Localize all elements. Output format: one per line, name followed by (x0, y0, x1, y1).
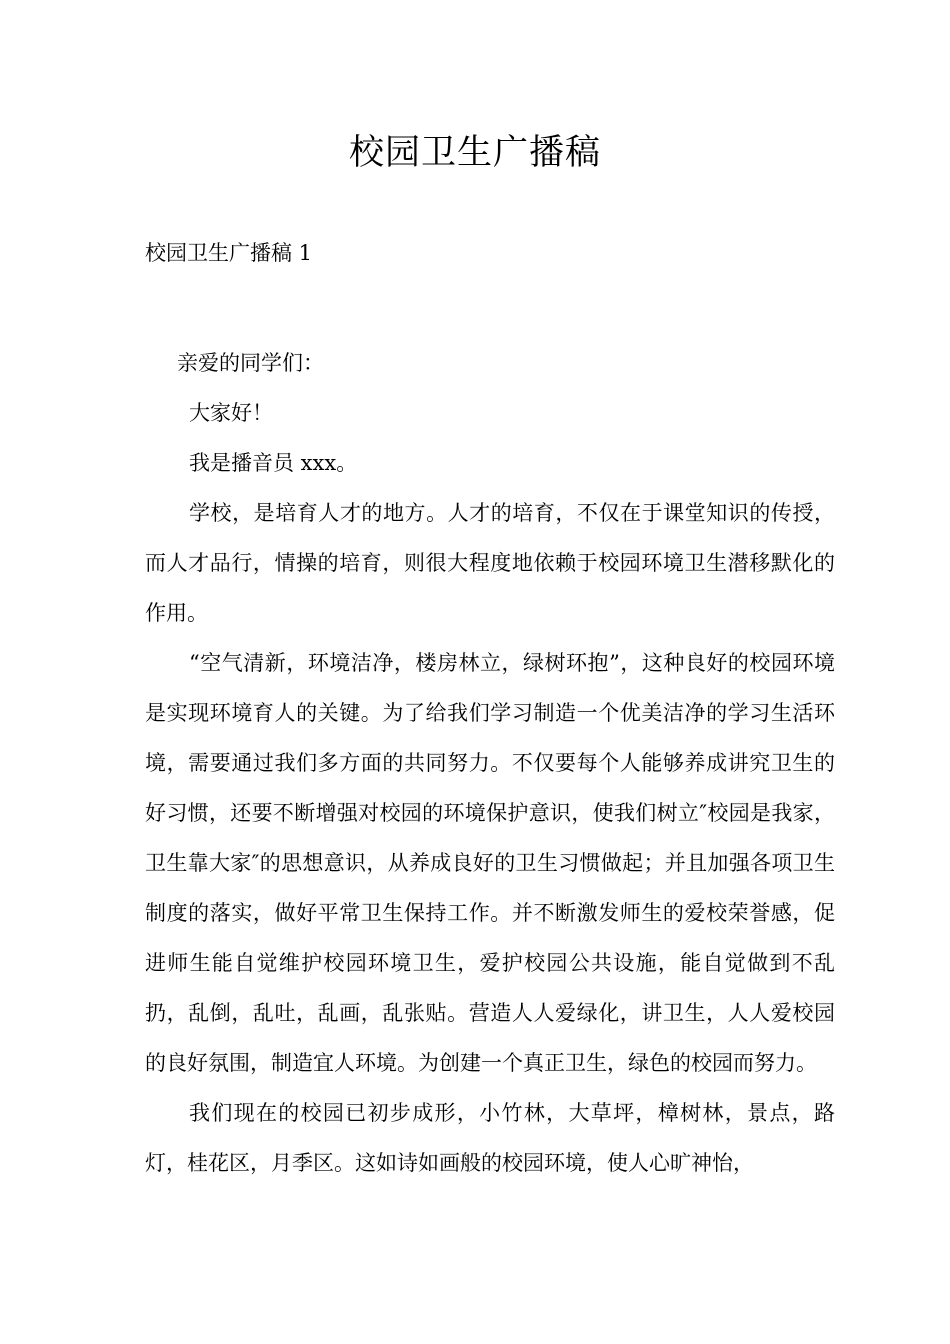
document-body (145, 338, 835, 1188)
document-title: 校园卫生广播稿 (348, 133, 601, 173)
paragraph-environment: “空气清新，环境洁净，楼房林立，绿树环抱”，这种良好的校园环境是实现环境育人的关键。为了给我们学习制造一个优美洁净的学习生活环境，需要通过我们多方面的共同努力。不仅要每个人能够养成讲究卫生的好习惯，还要不断增强对校园的环境保护意识，使我们树立″校园是我家，卫生靠大家″的思想意识，从养成良好的卫生习惯做起；并且加强各项卫生制度的落实，做好平常卫生保持工作。并不断激发师生的爱校荣誉感，促进师生能自觉维护校园环境卫生，爱护校园公共设施，能自觉做到不乱扔，乱倒，乱吐，乱画，乱张贴。营造人人爱绿化，讲卫生，人人爱校园的良好氛围，制造宜人环境。为创建一个真正卫生，绿色的校园而努力。 (145, 651, 835, 1075)
paragraph-campus: 我们现在的校园已初步成形，小竹林，大草坪，樟树林，景点，路灯，桂花区，月季区。这如诗如画般的校园环境，使人心旷神怡， (145, 1101, 835, 1175)
paragraph-announcer: 我是播音员 xxx。 (189, 451, 358, 475)
paragraph-salutation: 亲爱的同学们： (177, 351, 324, 375)
document-subtitle: 校园卫生广播稿 1 (145, 241, 313, 265)
paragraph-school: 学校，是培育人才的地方。人才的培育，不仅在于课堂知识的传授，而人才品行，情操的培育，则很大程度地依赖于校园环境卫生潜移默化的作用。 (145, 501, 835, 625)
paragraph-greeting: 大家好！ (189, 401, 273, 425)
